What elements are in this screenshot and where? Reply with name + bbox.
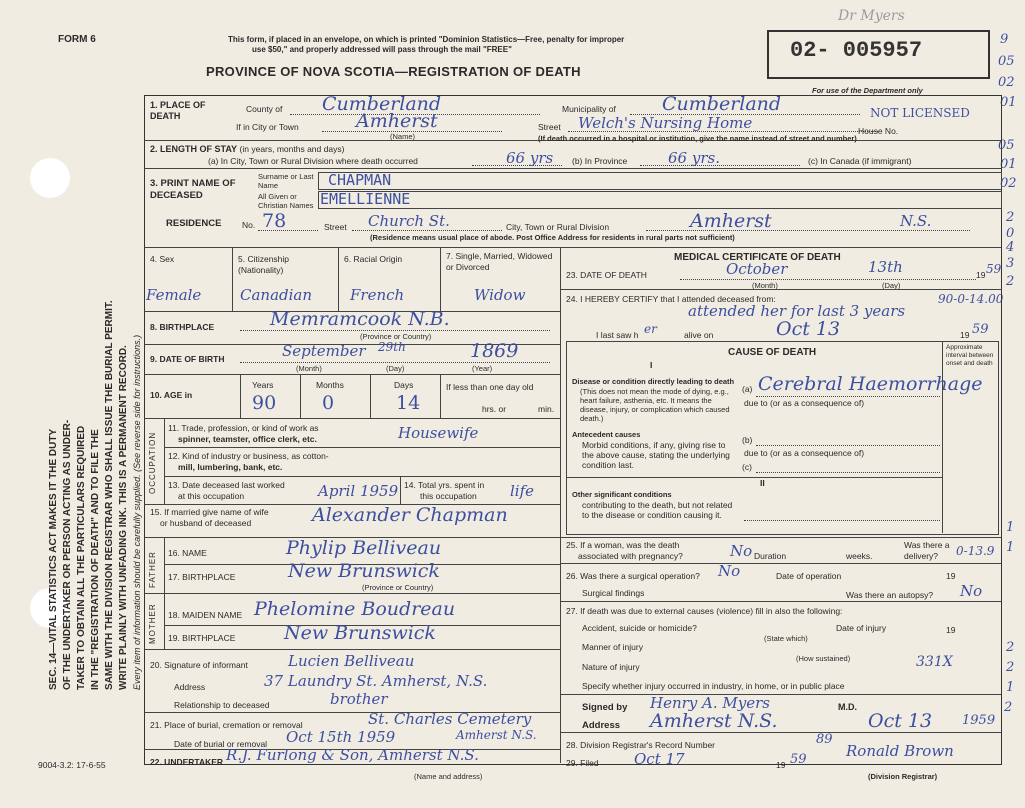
informant-address: 37 Laundry St. Amherst, N.S. bbox=[264, 672, 488, 690]
dob-month: September bbox=[282, 342, 366, 360]
form-number: FORM 6 bbox=[58, 34, 96, 45]
occupation-vertical-label: OCCUPATION bbox=[148, 431, 157, 494]
date-of-death-year: 59 bbox=[986, 262, 1002, 276]
physician-address: Amherst N.S. bbox=[650, 710, 778, 732]
death-registration-form: FORM 6 This form, if placed in an envelope, on which is printed "Dominion Statistics—Free, penalty for improper use $50," and properly addressed will pass through the mail "FREE" PROVINCE OF NOVA SCOTIA—REGISTRATION OF DEATH 02- 005957 Dr Myers For use of the Department only 9 05 02 01 05 01 02 2 0 4 3 2 90-0-14.00 1 1 2 2 1 2 SEC. 14—VITAL STATISTICS ACT MAKES IT THE DUTY OF THE UNDERTAKER OR PERSON ACTING AS UNDER- TAKER TO OBTAIN ALL THE PARTICULARS REQUIRED IN THE "REGISTRATION OF DEATH" AND TO FILE THE SAME WITH THE DIVISION REGISTRAR WHO SHALL ISSUE THE BURIAL PERMIT. WRITE PLAINLY WITH UNFADING INK. THIS IS A PERMANENT RECORD. Every item of information should be carefully supplied. (See reverse side for instructions.) 1. PLACE OF DEATH County of Cumberland Municipality of Cumberland If in City or Town Amherst (Name) Street Welch's Nursing Home House No. NOT LICENSED (If death occurred in a hospital or institution, give the name instead of street and number) 2. LENGTH OF STAY (in years, months and days) (a) In City, Town or Rural Division where death occurred 66 yrs (b) In Province 66 yrs. (c) In Canada (if immigrant) 3. PRINT NAME OF DECEASED Surname or Last Name CHAPMAN All Given or Christian Names EMELLIENNE RESIDENCE No. 78 Street Church St. City, Town or Rural Division Amherst N.S. (Residence means usual place of abode. Post Office Address for residents in rural parts not sufficient) 4. Sex Female 5. Citizenship (Nationality) Canadian 6. Racial Origin French 7. Single, Married, Widowed or Divorced Widow 8. BIRTHPLACE Memramcook N.B. (Province or Country) 9. DATE OF BIRTH September 29th 1869 (Month) (Day) (Year) 10. AGE in Years Months Days 90 0 14 If less than one day old hrs. or min. OCCUPATION 11. Trade, profession, or kind of work as spinner, teamster, office clerk, etc. Housewife 12. Kind of industry or business, as cotton- mill, lumbering, bank, etc. 13. Date deceased last worked at this occupation April 1959 14. Total yrs. spent in this occupation life 15. If married give name of wife or husband of deceased Alexander Chapman FATHER 16. NAME Phylip Belliveau 17. BIRTHPLACE New Brunswick (Province or Country) MOTHER 18. MAIDEN NAME Phelomine Boudreau 19. BIRTHPLACE New Brunswick 20. Signature of informant Lucien Belliveau Address 37 Laundry St. Amherst, N.S. Relationship to deceased brother 21. Place of burial, cremation or removal St. Charles Cemetery Date of burial or removal Oct 15th 1959 Amherst N.S. 22. UNDERTAKER R.J. Furlong & Son, Amherst N.S. (Name and address) MEDICAL CERTIFICATE OF DEATH 23. DATE OF DEATH October 13th 19 59 (Month) (Day) 24. I HEREBY CERTIFY that I attended deceased from: attended her for last 3 years I last saw h er alive on Oct 13 19 59 CAUSE OF DEATH I Approximate interval between onset and death Disease or condition directly leading to death (This does not mean the mode of dying, e.g., heart failure, asthenia, etc. It means the disease, injury, or complication which caused death.) (a) Cerebral Haemorrhage due to (or as a consequence of) Antecedent causes Morbid conditions, if any, giving rise to the above cause, stating the underlying condition last. (b) due to (or as a consequence of) (c) II Other significant conditions contributing to the death, but not related to the disease or condition causing it. 25. If a woman, was the death associated with pregnancy? No Duration weeks. Was there a delivery? 0-13.9 26. Was there a surgical operation? No Date of operation 19 Surgical findings Was there an autopsy? No 27. If death was due to external causes (violence) fill in also the following: Accident, suicide or homicide? Date of injury 19 (State which) Manner of injury (How sustained) Nature of injury 331X Specify whether injury occurred in industry, in home, or in public place Signed by Henry A. Myers M.D. Address Amherst N.S. Oct 13 1959 28. Division Registrar's Record Number 89 29. Filed Oct 17 19 59 Ronald Brown (Division Registrar) 9004-3.2: 17-6-55 bbox=[0, 0, 1025, 808]
stay-city-value: 66 yrs bbox=[506, 149, 554, 167]
surname-value: CHAPMAN bbox=[328, 171, 392, 189]
side-text-5: SAME WITH THE DIVISION REGISTRAR WHO SHALL ISSUE THE BURIAL PERMIT. bbox=[104, 300, 115, 690]
pregnancy-value: No bbox=[730, 542, 753, 560]
last-saw-pronoun: er bbox=[644, 322, 657, 336]
print-name-label: 3. PRINT NAME OF DECEASED bbox=[150, 178, 236, 201]
registrar-signature: Ronald Brown bbox=[846, 742, 954, 760]
department-use-label: For use of the Department only bbox=[812, 86, 923, 95]
top-notice-1: This form, if placed in an envelope, on which is printed "Dominion Statistics—Free, penalty for improper bbox=[228, 35, 625, 44]
place-of-death-label: 1. PLACE OF DEATH bbox=[150, 100, 206, 121]
birthplace-value: Memramcook N.B. bbox=[270, 308, 450, 330]
injury-code: 331X bbox=[916, 654, 953, 670]
margin-code: 1 bbox=[1006, 540, 1015, 555]
street-value: Welch's Nursing Home bbox=[578, 114, 753, 132]
margin-code: 1 bbox=[1006, 680, 1015, 695]
age-days: 14 bbox=[396, 392, 421, 414]
last-worked-value: April 1959 bbox=[318, 482, 399, 500]
margin-code: 02 bbox=[998, 75, 1015, 90]
stay-province-value: 66 yrs. bbox=[668, 149, 720, 167]
informant-relationship: brother bbox=[330, 690, 388, 708]
date-of-death-day: 13th bbox=[868, 258, 903, 276]
municipality-value: Cumberland bbox=[662, 93, 782, 115]
margin-code: 2 bbox=[1006, 210, 1015, 225]
margin-code: 2 bbox=[1004, 700, 1013, 715]
medical-certificate-title: MEDICAL CERTIFICATE OF DEATH bbox=[674, 252, 841, 263]
margin-code: 02 bbox=[1000, 176, 1017, 191]
margin-code: 90-0-14.00 bbox=[938, 292, 1004, 306]
age-months: 0 bbox=[322, 392, 335, 414]
burial-place: St. Charles Cemetery bbox=[368, 710, 532, 728]
certificate-year: 1959 bbox=[962, 713, 996, 728]
attended-value: attended her for last 3 years bbox=[688, 302, 906, 320]
operation-value: No bbox=[718, 562, 741, 580]
last-saw-date: Oct 13 bbox=[776, 318, 841, 340]
father-birthplace: New Brunswick bbox=[288, 560, 440, 582]
marital-status-value: Widow bbox=[474, 286, 526, 304]
date-of-death-month: October bbox=[726, 260, 788, 278]
total-years-value: life bbox=[510, 482, 535, 500]
margin-code: 9 bbox=[1000, 32, 1009, 47]
autopsy-value: No bbox=[960, 582, 983, 600]
margin-code: 05 bbox=[998, 54, 1015, 69]
residence-province: N.S. bbox=[900, 212, 932, 230]
margin-code: 2 bbox=[1006, 640, 1015, 655]
margin-code: 0 bbox=[1006, 226, 1015, 241]
residence-city: Amherst bbox=[690, 210, 772, 232]
top-notice-2: use $50," and properly addressed will pass through the mail "FREE" bbox=[252, 45, 512, 54]
house-annotation: NOT LICENSED bbox=[870, 106, 970, 120]
father-name: Phylip Belliveau bbox=[286, 537, 442, 559]
sex-value: Female bbox=[146, 286, 202, 304]
margin-code: 2 bbox=[1006, 274, 1015, 289]
dob-year: 1869 bbox=[470, 340, 519, 362]
binder-hole-top bbox=[30, 158, 70, 198]
margin-code: 4 bbox=[1006, 240, 1015, 255]
mother-maiden-name: Phelomine Boudreau bbox=[254, 598, 456, 620]
side-text-3: TAKER TO OBTAIN ALL THE PARTICULARS REQUIRED bbox=[76, 425, 87, 690]
margin-code: 01 bbox=[1000, 157, 1017, 172]
footer-code: 9004-3.2: 17-6-55 bbox=[38, 760, 106, 770]
residence-street: Church St. bbox=[368, 212, 450, 230]
length-of-stay-label: 2. LENGTH OF STAY (in years, months and days) bbox=[150, 144, 345, 154]
page-title: PROVINCE OF NOVA SCOTIA—REGISTRATION OF DEATH bbox=[206, 64, 581, 79]
informant-signature: Lucien Belliveau bbox=[288, 652, 415, 670]
cause-a-value: Cerebral Haemorrhage bbox=[758, 373, 983, 395]
residence-number: 78 bbox=[262, 210, 287, 232]
side-text-1: SEC. 14—VITAL STATISTICS ACT MAKES IT THE DUTY bbox=[48, 428, 59, 690]
margin-code: 3 bbox=[1006, 256, 1015, 271]
side-note: Every item of information should be carefully supplied. (See reverse side for instructions.) bbox=[132, 334, 142, 690]
county-value: Cumberland bbox=[322, 93, 442, 115]
pregnancy-code: 0-13.9 bbox=[956, 544, 995, 558]
last-saw-year: 59 bbox=[972, 322, 989, 337]
citizenship-value: Canadian bbox=[240, 286, 313, 304]
given-names-value: EMELLIENNE bbox=[320, 190, 411, 208]
spouse-value: Alexander Chapman bbox=[312, 504, 508, 526]
registration-annotation: Dr Myers bbox=[838, 8, 905, 24]
dob-day: 29th bbox=[378, 340, 406, 354]
racial-origin-value: French bbox=[350, 286, 405, 304]
undertaker-value: R.J. Furlong & Son, Amherst N.S. bbox=[226, 746, 479, 764]
trade-value: Housewife bbox=[398, 424, 479, 442]
city-value: Amherst bbox=[356, 110, 438, 132]
margin-code: 2 bbox=[1006, 660, 1015, 675]
burial-date: Oct 15th 1959 bbox=[286, 728, 396, 746]
side-text-2: OF THE UNDERTAKER OR PERSON ACTING AS UNDER- bbox=[62, 419, 73, 690]
age-years: 90 bbox=[252, 392, 277, 414]
certificate-date: Oct 13 bbox=[868, 710, 933, 732]
side-text-4: IN THE "REGISTRATION OF DEATH" AND TO FILE THE bbox=[90, 429, 101, 690]
margin-code: 01 bbox=[1000, 95, 1017, 110]
burial-town: Amherst N.S. bbox=[456, 728, 537, 742]
filed-date: Oct 17 bbox=[634, 750, 685, 768]
side-text-6: WRITE PLAINLY WITH UNFADING INK. THIS IS A PERMANENT RECORD. bbox=[118, 345, 129, 690]
mother-birthplace: New Brunswick bbox=[284, 622, 436, 644]
record-number: 89 bbox=[816, 732, 833, 747]
physician-signature: Henry A. Myers bbox=[650, 694, 770, 712]
registration-number: 02- 005957 bbox=[790, 38, 923, 63]
filed-year: 59 bbox=[790, 752, 807, 767]
margin-code: 1 bbox=[1006, 520, 1015, 535]
margin-code: 05 bbox=[998, 138, 1015, 153]
